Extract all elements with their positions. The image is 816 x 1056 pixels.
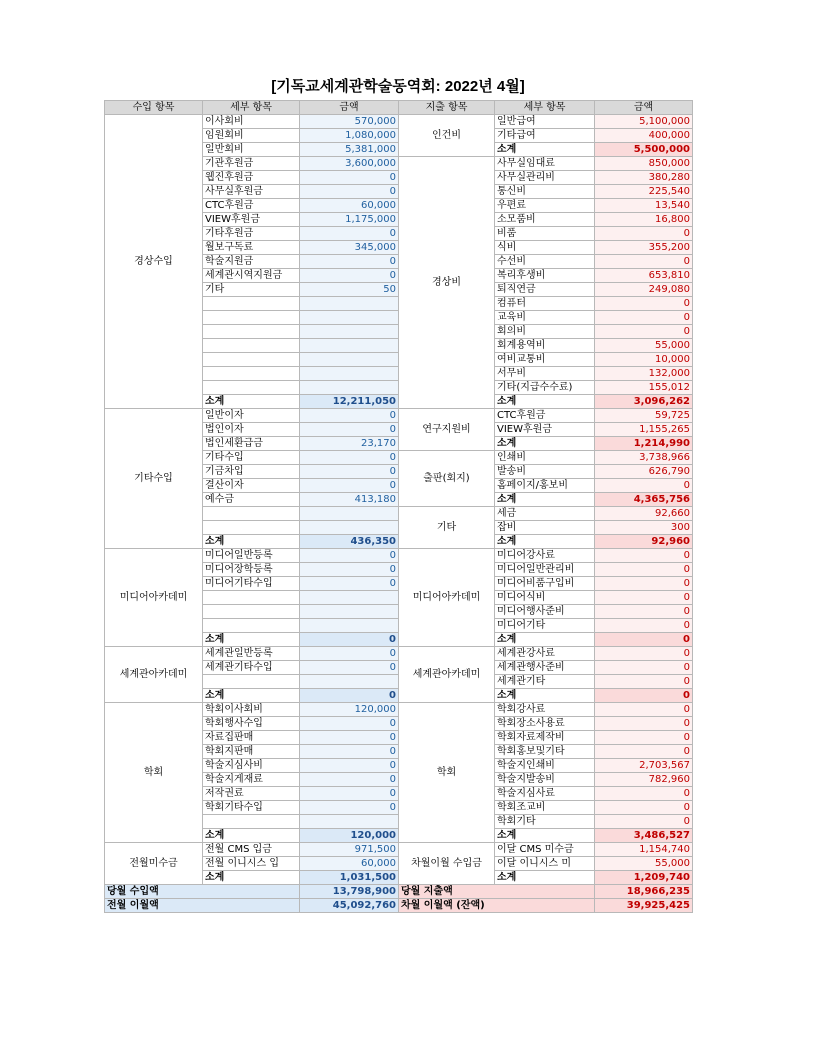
income-item: 자료집판매 xyxy=(203,731,300,745)
income-amount: 1,175,000 xyxy=(300,213,399,227)
expense-subtotal-amount: 0 xyxy=(595,689,693,703)
expense-amount: 0 xyxy=(595,717,693,731)
income-amount: 0 xyxy=(300,185,399,199)
total-expense-value: 39,925,425 xyxy=(595,899,693,913)
income-amount: 120,000 xyxy=(300,703,399,717)
income-amount: 5,381,000 xyxy=(300,143,399,157)
income-item: 일반회비 xyxy=(203,143,300,157)
expense-item: 인쇄비 xyxy=(495,451,595,465)
expense-category: 세계관아카데미 xyxy=(399,647,495,703)
ledger-row xyxy=(105,115,693,129)
income-amount: 345,000 xyxy=(300,241,399,255)
income-item: 학회지판매 xyxy=(203,745,300,759)
income-amount: 0 xyxy=(300,171,399,185)
total-income-label: 당월 수입액 xyxy=(105,885,300,899)
income-category: 학회 xyxy=(105,703,203,843)
expense-amount: 59,725 xyxy=(595,409,693,423)
expense-subtotal-amount: 1,209,740 xyxy=(595,871,693,885)
income-amount: 0 xyxy=(300,731,399,745)
expense-amount: 2,703,567 xyxy=(595,759,693,773)
expense-item: 컴퓨터 xyxy=(495,297,595,311)
income-amount: 0 xyxy=(300,801,399,815)
expense-amount: 0 xyxy=(595,675,693,689)
expense-amount: 0 xyxy=(595,325,693,339)
income-item: 세계관일반등록 xyxy=(203,647,300,661)
income-item: 저작권료 xyxy=(203,787,300,801)
expense-amount: 3,738,966 xyxy=(595,451,693,465)
expense-amount: 55,000 xyxy=(595,857,693,871)
income-item xyxy=(203,339,300,353)
income-amount: 60,000 xyxy=(300,199,399,213)
expense-amount: 13,540 xyxy=(595,199,693,213)
expense-item: 통신비 xyxy=(495,185,595,199)
expense-item: 이달 이니시스 미 xyxy=(495,857,595,871)
expense-subtotal-amount: 1,214,990 xyxy=(595,437,693,451)
expense-amount: 0 xyxy=(595,227,693,241)
income-item: CTC후원금 xyxy=(203,199,300,213)
income-item: 웹진후원금 xyxy=(203,171,300,185)
expense-item: 사무실임대료 xyxy=(495,157,595,171)
expense-amount: 0 xyxy=(595,801,693,815)
header-income-category: 수입 항목 xyxy=(105,101,203,115)
expense-item: 미디어강사료 xyxy=(495,549,595,563)
income-item: 임원회비 xyxy=(203,129,300,143)
expense-item: 학회홍보및기타 xyxy=(495,745,595,759)
expense-item: 사무실관리비 xyxy=(495,171,595,185)
expense-amount: 0 xyxy=(595,605,693,619)
expense-item: 소모품비 xyxy=(495,213,595,227)
expense-category: 차월이월 수입금 xyxy=(399,843,495,885)
expense-amount: 355,200 xyxy=(595,241,693,255)
expense-subtotal-label: 소계 xyxy=(495,493,595,507)
income-item: 학술지심사비 xyxy=(203,759,300,773)
income-item: 기관후원금 xyxy=(203,157,300,171)
expense-item: 퇴직연금 xyxy=(495,283,595,297)
expense-amount: 92,660 xyxy=(595,507,693,521)
expense-item: 학회장소사용료 xyxy=(495,717,595,731)
expense-item: 식비 xyxy=(495,241,595,255)
income-amount: 0 xyxy=(300,773,399,787)
total-income-value: 45,092,760 xyxy=(300,899,399,913)
income-amount xyxy=(300,521,399,535)
income-amount: 60,000 xyxy=(300,857,399,871)
expense-subtotal-amount: 0 xyxy=(595,633,693,647)
expense-amount: 0 xyxy=(595,311,693,325)
income-category: 기타수입 xyxy=(105,409,203,549)
expense-item: 교육비 xyxy=(495,311,595,325)
income-item: 세계관기타수입 xyxy=(203,661,300,675)
income-item: 학회행사수입 xyxy=(203,717,300,731)
income-amount: 0 xyxy=(300,479,399,493)
income-amount xyxy=(300,815,399,829)
expense-amount: 249,080 xyxy=(595,283,693,297)
income-amount: 0 xyxy=(300,269,399,283)
total-expense-label: 당월 지출액 xyxy=(399,885,595,899)
expense-amount: 0 xyxy=(595,591,693,605)
income-item: 월보구독료 xyxy=(203,241,300,255)
income-category: 세계관아카데미 xyxy=(105,647,203,703)
expense-amount: 0 xyxy=(595,549,693,563)
ledger-body xyxy=(105,115,693,913)
total-income-label: 전월 이월액 xyxy=(105,899,300,913)
expense-item: 회계용역비 xyxy=(495,339,595,353)
income-item: 기타수입 xyxy=(203,451,300,465)
expense-amount: 225,540 xyxy=(595,185,693,199)
expense-amount: 850,000 xyxy=(595,157,693,171)
income-subtotal-amount: 436,350 xyxy=(300,535,399,549)
expense-amount: 0 xyxy=(595,703,693,717)
expense-subtotal-label: 소계 xyxy=(495,871,595,885)
expense-subtotal-amount: 5,500,000 xyxy=(595,143,693,157)
expense-item: 복리후생비 xyxy=(495,269,595,283)
income-item xyxy=(203,591,300,605)
income-subtotal-label: 소계 xyxy=(203,871,300,885)
income-subtotal-label: 소계 xyxy=(203,689,300,703)
income-category: 전월미수금 xyxy=(105,843,203,885)
expense-item: 홈페이지/홍보비 xyxy=(495,479,595,493)
income-item xyxy=(203,367,300,381)
income-item: 미디어기타수입 xyxy=(203,577,300,591)
ledger-row xyxy=(105,549,693,563)
income-item: 이사회비 xyxy=(203,115,300,129)
income-amount xyxy=(300,619,399,633)
expense-amount: 155,012 xyxy=(595,381,693,395)
income-amount: 0 xyxy=(300,409,399,423)
expense-subtotal-label: 소계 xyxy=(495,633,595,647)
total-income-value: 13,798,900 xyxy=(300,885,399,899)
expense-item: CTC후원금 xyxy=(495,409,595,423)
header-expense-category: 지출 항목 xyxy=(399,101,495,115)
expense-subtotal-label: 소계 xyxy=(495,437,595,451)
ledger-row xyxy=(105,409,693,423)
income-amount: 0 xyxy=(300,717,399,731)
report-title: [기독교세계관학술동역회: 2022년 4월] xyxy=(271,78,525,95)
expense-amount: 0 xyxy=(595,577,693,591)
income-item: 일반이자 xyxy=(203,409,300,423)
income-amount: 570,000 xyxy=(300,115,399,129)
expense-category: 연구지원비 xyxy=(399,409,495,451)
income-item: 전월 CMS 입금 xyxy=(203,843,300,857)
expense-item: 세계관행사준비 xyxy=(495,661,595,675)
income-item: 학회이사회비 xyxy=(203,703,300,717)
income-amount: 3,600,000 xyxy=(300,157,399,171)
expense-item: 학술지발송비 xyxy=(495,773,595,787)
income-item: 미디어일반등록 xyxy=(203,549,300,563)
expense-amount: 132,000 xyxy=(595,367,693,381)
expense-subtotal-label: 소계 xyxy=(495,689,595,703)
expense-amount: 0 xyxy=(595,815,693,829)
income-amount xyxy=(300,507,399,521)
expense-item: 기타(지급수수료) xyxy=(495,381,595,395)
income-amount: 0 xyxy=(300,563,399,577)
expense-item: 미디어비품구입비 xyxy=(495,577,595,591)
ledger-row xyxy=(105,647,693,661)
income-amount: 0 xyxy=(300,647,399,661)
header-row xyxy=(105,101,693,115)
income-item: 세계관시역지원금 xyxy=(203,269,300,283)
expense-category: 인건비 xyxy=(399,115,495,157)
income-subtotal-label: 소계 xyxy=(203,633,300,647)
income-amount: 0 xyxy=(300,577,399,591)
income-amount: 50 xyxy=(300,283,399,297)
income-amount: 23,170 xyxy=(300,437,399,451)
income-item: 기타 xyxy=(203,283,300,297)
income-item xyxy=(203,521,300,535)
income-item xyxy=(203,311,300,325)
income-subtotal-amount: 12,211,050 xyxy=(300,395,399,409)
income-subtotal-label: 소계 xyxy=(203,395,300,409)
expense-item: 학회조교비 xyxy=(495,801,595,815)
expense-item: 미디어일반관리비 xyxy=(495,563,595,577)
income-amount xyxy=(300,353,399,367)
expense-item: 기타급여 xyxy=(495,129,595,143)
expense-amount: 10,000 xyxy=(595,353,693,367)
expense-subtotal-amount: 4,365,756 xyxy=(595,493,693,507)
income-item xyxy=(203,297,300,311)
expense-amount: 0 xyxy=(595,563,693,577)
income-amount: 0 xyxy=(300,759,399,773)
income-amount xyxy=(300,325,399,339)
income-item: 학술지게재료 xyxy=(203,773,300,787)
expense-item: 잡비 xyxy=(495,521,595,535)
income-item: 미디어장학등록 xyxy=(203,563,300,577)
expense-subtotal-label: 소계 xyxy=(495,829,595,843)
expense-item: 학회강사료 xyxy=(495,703,595,717)
expense-amount: 0 xyxy=(595,787,693,801)
income-amount xyxy=(300,675,399,689)
income-item: VIEW후원금 xyxy=(203,213,300,227)
income-amount xyxy=(300,367,399,381)
expense-item: 세계관기타 xyxy=(495,675,595,689)
income-item xyxy=(203,325,300,339)
income-item xyxy=(203,675,300,689)
expense-item: 회의비 xyxy=(495,325,595,339)
header-income-amount: 금액 xyxy=(300,101,399,115)
income-item: 기타후원금 xyxy=(203,227,300,241)
income-amount: 0 xyxy=(300,227,399,241)
grand-total-row xyxy=(105,899,693,913)
expense-item: 학술지심사료 xyxy=(495,787,595,801)
expense-amount: 0 xyxy=(595,255,693,269)
income-category: 미디어아카데미 xyxy=(105,549,203,647)
expense-item: 미디어행사준비 xyxy=(495,605,595,619)
income-amount xyxy=(300,591,399,605)
header-expense-amount: 금액 xyxy=(595,101,693,115)
grand-total-row xyxy=(105,885,693,899)
expense-amount: 400,000 xyxy=(595,129,693,143)
ledger-table xyxy=(104,100,693,913)
income-item: 법인세환급금 xyxy=(203,437,300,451)
income-subtotal-amount: 0 xyxy=(300,689,399,703)
expense-item: 학술지인쇄비 xyxy=(495,759,595,773)
income-amount xyxy=(300,297,399,311)
expense-item: 여비교통비 xyxy=(495,353,595,367)
income-item: 기금차입 xyxy=(203,465,300,479)
expense-amount: 55,000 xyxy=(595,339,693,353)
income-item: 결산이자 xyxy=(203,479,300,493)
income-amount: 0 xyxy=(300,451,399,465)
income-item: 전월 이니시스 입 xyxy=(203,857,300,871)
header-income-item: 세부 항목 xyxy=(203,101,300,115)
expense-amount: 0 xyxy=(595,731,693,745)
expense-item: 학회기타 xyxy=(495,815,595,829)
income-subtotal-label: 소계 xyxy=(203,535,300,549)
expense-item: 서무비 xyxy=(495,367,595,381)
income-amount: 1,080,000 xyxy=(300,129,399,143)
expense-item: VIEW후원금 xyxy=(495,423,595,437)
expense-amount: 16,800 xyxy=(595,213,693,227)
expense-subtotal-label: 소계 xyxy=(495,395,595,409)
income-amount: 0 xyxy=(300,549,399,563)
expense-item: 미디어식비 xyxy=(495,591,595,605)
income-item xyxy=(203,815,300,829)
income-item: 법인이자 xyxy=(203,423,300,437)
income-item xyxy=(203,353,300,367)
expense-amount: 0 xyxy=(595,661,693,675)
income-subtotal-amount: 1,031,500 xyxy=(300,871,399,885)
expense-amount: 380,280 xyxy=(595,171,693,185)
income-item: 학회기타수입 xyxy=(203,801,300,815)
income-subtotal-label: 소계 xyxy=(203,829,300,843)
income-subtotal-amount: 0 xyxy=(300,633,399,647)
income-amount xyxy=(300,339,399,353)
income-amount: 0 xyxy=(300,745,399,759)
expense-category: 학회 xyxy=(399,703,495,843)
expense-subtotal-label: 소계 xyxy=(495,535,595,549)
expense-amount: 300 xyxy=(595,521,693,535)
income-item: 학술지원금 xyxy=(203,255,300,269)
income-item: 예수금 xyxy=(203,493,300,507)
expense-amount: 0 xyxy=(595,647,693,661)
expense-category: 경상비 xyxy=(399,157,495,409)
income-subtotal-amount: 120,000 xyxy=(300,829,399,843)
expense-subtotal-amount: 92,960 xyxy=(595,535,693,549)
expense-category: 미디어아카데미 xyxy=(399,549,495,647)
expense-amount: 782,960 xyxy=(595,773,693,787)
income-amount: 0 xyxy=(300,787,399,801)
ledger-row xyxy=(105,843,693,857)
expense-amount: 626,790 xyxy=(595,465,693,479)
income-amount: 0 xyxy=(300,465,399,479)
income-amount: 0 xyxy=(300,255,399,269)
income-category: 경상수입 xyxy=(105,115,203,409)
expense-amount: 0 xyxy=(595,745,693,759)
expense-amount: 1,154,740 xyxy=(595,843,693,857)
expense-amount: 0 xyxy=(595,619,693,633)
expense-item: 비품 xyxy=(495,227,595,241)
expense-subtotal-amount: 3,486,527 xyxy=(595,829,693,843)
income-amount xyxy=(300,381,399,395)
expense-category: 출판(회지) xyxy=(399,451,495,507)
ledger-row xyxy=(105,703,693,717)
income-item xyxy=(203,619,300,633)
expense-item: 미디어기타 xyxy=(495,619,595,633)
expense-amount: 0 xyxy=(595,479,693,493)
expense-category: 기타 xyxy=(399,507,495,549)
expense-amount: 0 xyxy=(595,297,693,311)
header-expense-item: 세부 항목 xyxy=(495,101,595,115)
expense-item: 이달 CMS 미수금 xyxy=(495,843,595,857)
expense-item: 세금 xyxy=(495,507,595,521)
expense-amount: 1,155,265 xyxy=(595,423,693,437)
income-amount: 413,180 xyxy=(300,493,399,507)
income-amount xyxy=(300,605,399,619)
expense-item: 우편료 xyxy=(495,199,595,213)
expense-amount: 5,100,000 xyxy=(595,115,693,129)
expense-subtotal-amount: 3,096,262 xyxy=(595,395,693,409)
income-amount xyxy=(300,311,399,325)
expense-item: 학회자료제작비 xyxy=(495,731,595,745)
income-item: 사무실후원금 xyxy=(203,185,300,199)
income-item xyxy=(203,507,300,521)
expense-item: 세계관강사료 xyxy=(495,647,595,661)
income-amount: 971,500 xyxy=(300,843,399,857)
income-amount: 0 xyxy=(300,661,399,675)
total-expense-value: 18,966,235 xyxy=(595,885,693,899)
total-expense-label: 차월 이월액 (잔액) xyxy=(399,899,595,913)
expense-item: 발송비 xyxy=(495,465,595,479)
income-item xyxy=(203,605,300,619)
expense-item: 수선비 xyxy=(495,255,595,269)
expense-amount: 653,810 xyxy=(595,269,693,283)
expense-item: 일반급여 xyxy=(495,115,595,129)
expense-subtotal-label: 소계 xyxy=(495,143,595,157)
income-item xyxy=(203,381,300,395)
income-amount: 0 xyxy=(300,423,399,437)
